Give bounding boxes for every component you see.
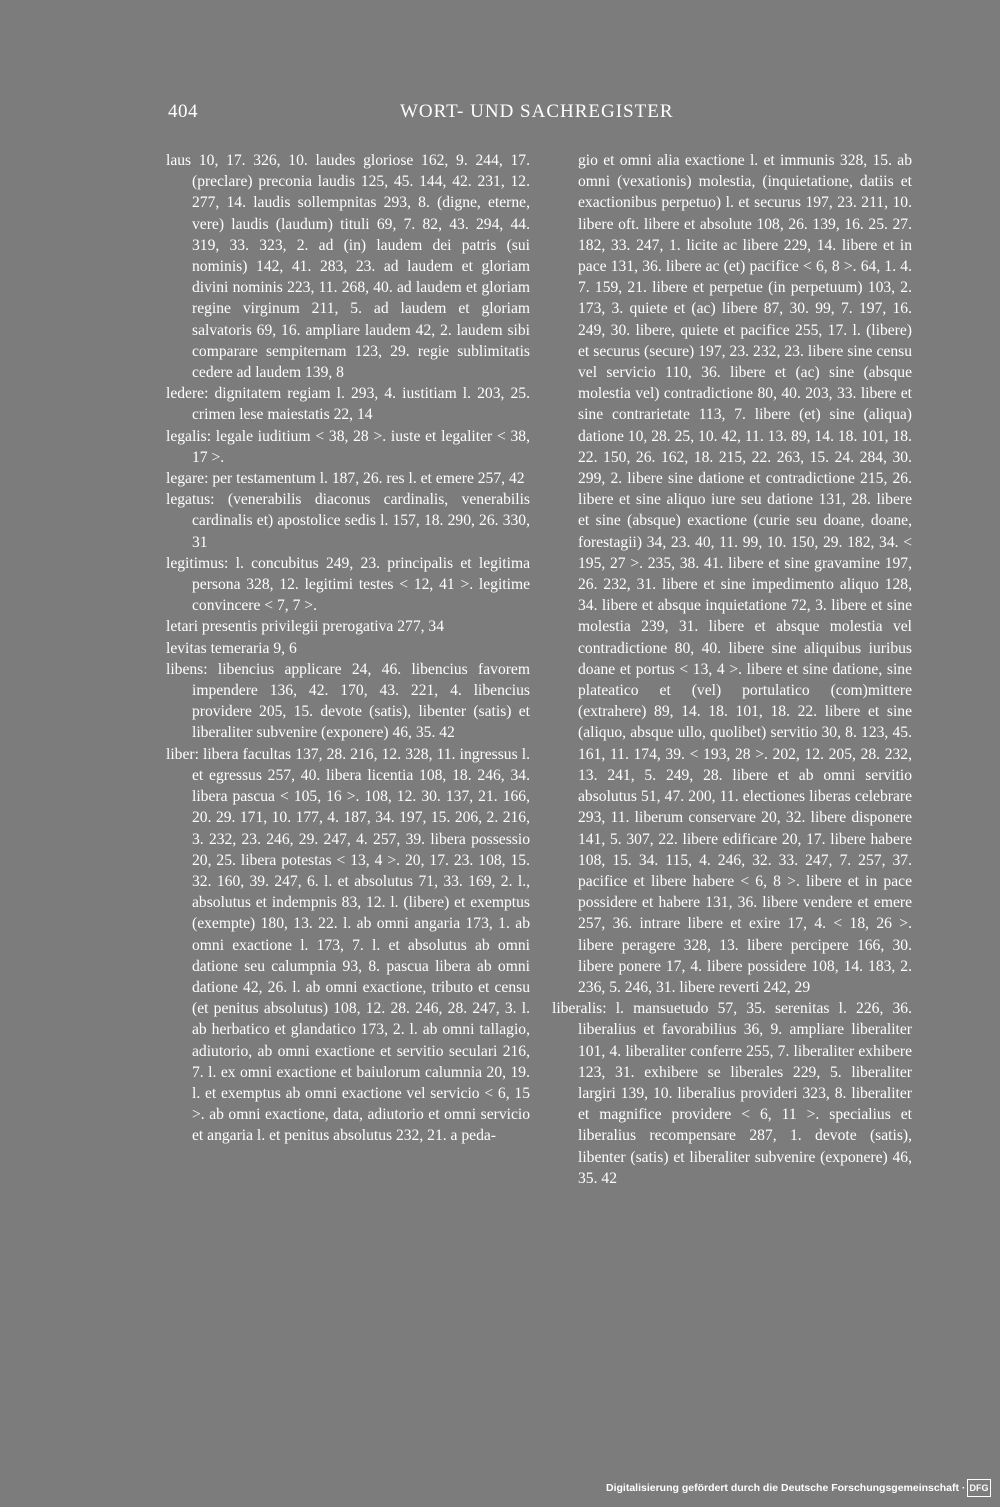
index-entry: libens: libencius applicare 24, 46. libencius favorem impendere 136, 42. 170, 43. 221, 4. libencius providere 205, 15. devote (satis), libenter (satis) et liberaliter subvenire (exponere) 46, 35. 42	[166, 660, 530, 742]
index-entry: ledere: dignitatem regiam l. 293, 4. iustitiam l. 203, 25. crimen lese maiestatis 22, 14	[166, 385, 530, 424]
running-head: WORT- UND SACHREGISTER	[400, 101, 674, 122]
left-column	[166, 150, 530, 1147]
index-entry: legare: per testamentum l. 187, 26. res l. et emere 257, 42	[166, 470, 525, 488]
digitization-credit: Digitalisierung gefördert durch die Deutsche Forschungsgemeinschaft ·	[606, 1482, 966, 1494]
index-entry: levitas temeraria 9, 6	[166, 639, 297, 657]
index-entry: laus 10, 17. 326, 10. laudes gloriose 162, 9. 244, 17. (preclare) preconia laudis 125, 45. 144, 42. 231, 12. 277, 14. laudis sollempnitas 293, 8. (digne, eterne, vere) laudis (laudum) tituli 69, 7. 82, 43. 294, 44. 319, 33. 323, 2. ad (in) laudem dei patris (sui nominis) 142, 41. 283, 23. ad laudem et gloriam divini nominis 223, 11. 268, 40. ad laudem et gloriam regine virginum 211, 5. ad laudem et gloriam salvatoris 69, 16. ampliare laudem 42, 2. laudem sibi comparare sempiternam 123, 29. regie sublimitatis cedere ad laudem 139, 8	[166, 152, 530, 382]
index-entry: liber: libera facultas 137, 28. 216, 12. 328, 11. ingressus l. et egressus 257, 40. libera licentia 108, 18. 246, 34. libera pascua < 105, 16 >. 108, 12. 30. 137, 21. 166, 20. 29. 171, 10. 177, 4. 187, 34. 197, 15. 206, 2. 216, 3. 232, 23. 246, 29. 247, 4. 257, 39. libera possessio 20, 25. libera potestas < 13, 4 >. 20, 17. 23. 108, 15. 32. 160, 39. 247, 6. l. et absolutus 71, 33. 169, 2. l., absolutus et indempnis 83, 12. l. (libere) et exemptus (exempte) 180, 13. 22. l. ab omni angaria 173, 1. ab omni exactione l. 173, 7. l. et absolutus ab omni datione seu calumpnia 93, 8. pascua libera ab omni datione 42, 26. l. ab omni exactione, tributo et censu (et penitus absolutus) 108, 12. 28. 246, 28. 247, 3. l. ab herbatico et glandatico 173, 2. l. ab omni tallagio, adiutorio, ab omni exactione et servitio seculari 216, 7. l. ex omni exactione et baiulorum calumnia 20, 19. l. et exemptus ab omni exactione vel servicio < 6, 15 >. ab omni exactione, data, adiutorio et omni servicio et angaria l. et penitus absolutus 232, 21. a peda-	[166, 745, 530, 1145]
dfg-logo: DFG	[967, 1479, 991, 1497]
right-column	[552, 150, 912, 1189]
index-entry: legatus: (venerabilis diaconus cardinalis, venerabilis cardinalis et) apostolice sedis l. 157, 18. 290, 26. 330, 31	[166, 491, 530, 551]
index-entry: liberalis: l. mansuetudo 57, 35. serenitas l. 226, 36. liberalius et favorabilius 36, 9. ampliare liberaliter 101, 4. liberaliter conferre 255, 7. liberaliter exhibere 123, 31. exhibere se liberales 229, 5. liberaliter largiri 139, 10. liberalius provideri 323, 8. liberaliter et magnifice providere < 6, 11 >. specialius et liberalius recompensare 287, 1. devote (satis), libenter (satis) et liberaliter subvenire (exponere) 46, 35. 42	[552, 1000, 912, 1187]
index-entry: letari presentis privilegii prerogativa 277, 34	[166, 618, 445, 636]
index-entry: legalis: legale iuditium < 38, 28 >. iuste et legaliter < 38, 17 >.	[166, 427, 530, 466]
index-entry: legitimus: l. concubitus 249, 23. principalis et legitima persona 328, 12. legitimi testes < 12, 41 >. legitime convincere < 7, 7 >.	[166, 554, 530, 615]
index-entry-continuation: gio et omni alia exactione l. et immunis 328, 15. ab omni (vexationis) molestia, (inquietatione, datiis et exactionibus perpetuo) l. et securus 197, 23. 211, 10. libere oft. libere et absolute 108, 26. 139, 16. 25. 27. 182, 33. 247, 1. licite ac libere 229, 14. libere et in pace 131, 36. libere ac (et) pacifice < 6, 8 >. 64, 1. 4. 7. 159, 21. libere et perpetue (in perpetuum) 103, 2. 173, 3. quiete et (ac) libere 87, 30. 99, 7. 197, 16. 249, 30. libere, quiete et pacifice 255, 17. l. (libere) et securus (secure) 197, 23. 232, 23. libere sine censu vel servicio 110, 36. libere et (ac) sine (absque molestia vel) contradictione 80, 40. 203, 33. libere et sine contrarietate 113, 7. libere (et) sine (aliqua) datione 10, 28. 25, 10. 42, 11. 13. 89, 14. 18. 101, 18. 22. 150, 26. 162, 18. 215, 22. 263, 15. 24. 284, 30. 299, 2. libere sine datione et contradictione 215, 26. libere et sine aliquo iure seu datione 131, 28. libere et sine (absque) exactione (curie seu doane, doane, forestagii) 34, 23. 40, 11. 99, 10. 150, 29. 182, 34. < 195, 27 >. 235, 38. 41. libere et sine gravamine 197, 26. 232, 31. libere et sine impedimento aliquo 128, 34. libere et absque inquietatione 72, 3. libere et sine molestia 239, 31. libere et absque molestia vel contradictione 80, 40. libere sine aliquibus iuribus doane et portus < 13, 4 >. libere et sine datione, sine plateatico et (vel) portulatico (com)mittere (extrahere) 89, 14. 18. 101, 18. 22. libere et sine (aliquo, absque ullo, quolibet) servitio 30, 8. 123, 45. 161, 11. 174, 39. < 193, 28 >. 202, 12. 205, 28. 232, 13. 241, 5. 249, 28. libere et ab omni servitio absolutus 51, 47. 200, 11. electiones liberas celebrare 293, 11. liberum conservare 20, 32. libere disponere 141, 5. 307, 22. libere edificare 20, 17. libere habere 108, 15. 34. 115, 4. 246, 32. 33. 247, 7. 257, 37. pacifice et libere habere < 6, 8 >. libere et in pace possidere et habere 131, 36. libere vendere et emere 257, 36. intrare libere et exire 17, 4. < 18, 26 >. libere peragere 328, 13. libere percipere 166, 30. libere ponere 17, 4. libere possidere 108, 14. 183, 2. 236, 5. 246, 31. libere reverti 242, 29	[578, 152, 912, 996]
page-number: 404	[168, 101, 198, 122]
